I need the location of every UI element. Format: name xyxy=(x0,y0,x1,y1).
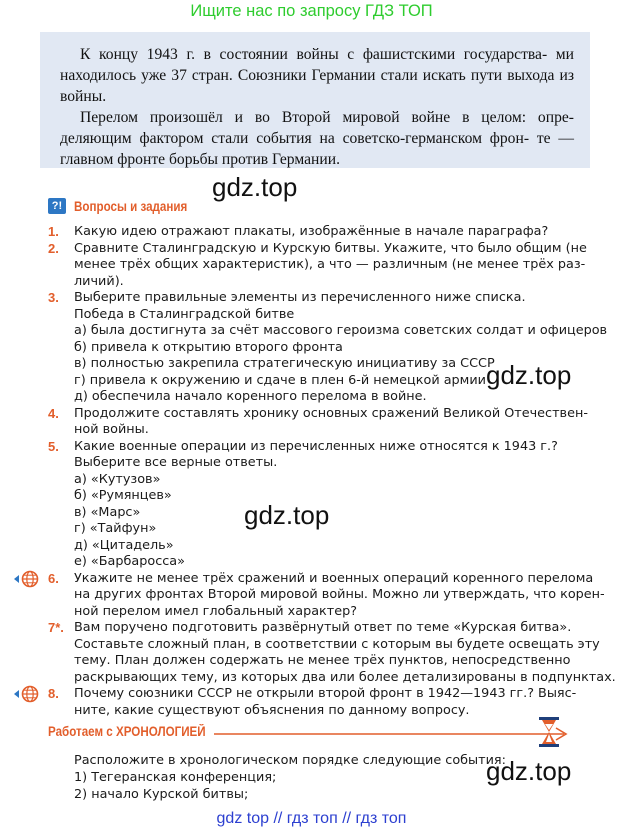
footer-watermark: gdz top // гдз топ // гдз топ xyxy=(216,810,407,827)
question-line: Укажите не менее трёх сражений и военных операций коренного перелома xyxy=(74,570,594,586)
question-number: 5. xyxy=(48,438,59,454)
answer-option: б) «Румянцев» xyxy=(74,488,172,503)
question-6 xyxy=(48,570,605,621)
question-2 xyxy=(48,241,593,291)
questions-header xyxy=(48,198,206,214)
answer-option: а) «Кутузов» xyxy=(74,471,161,487)
intro-paragraph-2 xyxy=(60,107,574,170)
questions-title: Вопросы и задания xyxy=(74,198,188,214)
watermark: gdz.top xyxy=(244,500,330,530)
intro-line: те — главном фронте борьбы против Германии. xyxy=(60,130,574,168)
question-line: Продолжите составлять хронику основных сражений Великой Отечествен- xyxy=(74,405,588,421)
question-line: личий). xyxy=(74,273,124,289)
question-line: на других фронтах Второй мировой войны. Можно ли утверждать, что корен- xyxy=(74,587,605,602)
question-line: Сравните Сталинградскую и Курскую битвы. Укажите, что было общим (не xyxy=(74,240,587,256)
intro-line: Перелом произошёл и во Второй мировой войне в целом: опре- xyxy=(80,109,574,126)
question-line: ной войны. xyxy=(74,422,149,437)
question-line: Победа в Сталинградской битве xyxy=(74,306,295,322)
question-line: Выберите все верные ответы. xyxy=(74,455,278,470)
hourglass-icon xyxy=(536,716,562,748)
question-3 xyxy=(48,290,608,406)
question-line: Какие военные операции из перечисленных ниже относятся к 1943 г.? xyxy=(74,438,558,454)
globe-icon xyxy=(14,570,44,588)
question-number: 2. xyxy=(48,240,59,256)
question-number: 7*. xyxy=(48,620,64,635)
answer-option: в) полностью закрепила стратегическую инициативу за СССР xyxy=(74,356,495,371)
question-8 xyxy=(48,686,593,719)
question-line: Составьте сложный план, в соответствии с которым вы будете освещать эту xyxy=(74,636,600,652)
questions-badge-icon: ?! xyxy=(48,198,66,214)
question-line: менее трёх общих характеристик), а что — различным (не менее трёх раз- xyxy=(74,257,586,272)
answer-option: г) привела к окружению и сдаче в плен 6-й немецкой армии xyxy=(74,372,486,388)
answer-option: д) «Цитадель» xyxy=(74,537,174,553)
question-1 xyxy=(48,224,593,241)
question-number: 1. xyxy=(48,224,59,239)
answer-option: в) «Марс» xyxy=(74,504,141,520)
intro-line: пути выхода из войны. xyxy=(60,67,574,105)
intro-paragraph-1 xyxy=(60,44,574,107)
intro-line: ми находилось уже 37 стран. Союзники Германии стали искать xyxy=(60,46,574,84)
question-line: Выберите правильные элементы из перечисленного ниже списка. xyxy=(74,290,526,305)
question-line: ной перелом имел глобальный характер? xyxy=(74,603,358,619)
questions-list xyxy=(48,224,616,719)
question-4 xyxy=(48,406,593,439)
watermark: gdz.top xyxy=(212,172,298,202)
question-number: 6. xyxy=(48,570,59,586)
intro-box xyxy=(40,32,590,168)
question-5 xyxy=(48,439,593,571)
question-line: ните, какие существуют объяснения по данному вопросу. xyxy=(74,702,470,718)
arrow-right-icon xyxy=(214,724,574,744)
question-number: 4. xyxy=(48,405,59,421)
answer-option: б) привела к открытию второго фронта xyxy=(74,339,343,355)
chronology-line: 2) начало Курской битвы; xyxy=(74,787,249,802)
question-7 xyxy=(48,620,616,686)
answer-option: д) обеспечила начало коренного перелома в войне. xyxy=(74,389,427,404)
chronology-title: Работаем с ХРОНОЛОГИЕЙ xyxy=(48,724,206,739)
question-number: 8. xyxy=(48,686,59,701)
question-number: 3. xyxy=(48,290,59,305)
intro-line: К концу 1943 г. в состоянии войны с фашистскими государства- xyxy=(80,46,548,63)
answer-option: г) «Тайфун» xyxy=(74,521,157,536)
question-line: Почему союзники СССР не открыли второй фронт в 1942—1943 гг.? Выяс- xyxy=(74,686,577,701)
question-line: Какую идею отражают плакаты, изображённые в начале параграфа? xyxy=(74,224,549,239)
answer-option: е) «Барбаросса» xyxy=(74,554,185,569)
globe-icon xyxy=(14,685,44,703)
question-line: тему. План должен содержать не менее трёх пунктов, непосредственно xyxy=(74,653,571,668)
intro-line: деляющим фактором стали события на советско-германском фрон- xyxy=(60,130,530,147)
chronology-line: 1) Тегеранская конференция; xyxy=(74,770,277,785)
answer-option: а) была достигнута за счёт массового героизма советских солдат и офицеров xyxy=(74,323,608,338)
question-line: Вам поручено подготовить развёрнутый ответ по теме «Курская битва». xyxy=(74,620,572,635)
watermark: gdz.top xyxy=(486,360,572,390)
top-banner: Ищите нас по запросу ГДЗ ТОП xyxy=(190,2,433,20)
question-line: раскрывающих тему, из которых два или более детализированы в подпунктах. xyxy=(74,669,616,685)
watermark: gdz.top xyxy=(486,756,572,786)
chronology-body xyxy=(74,752,594,803)
chronology-header xyxy=(48,724,568,744)
chronology-line: Расположите в хронологическом порядке следующие события: xyxy=(74,753,506,768)
